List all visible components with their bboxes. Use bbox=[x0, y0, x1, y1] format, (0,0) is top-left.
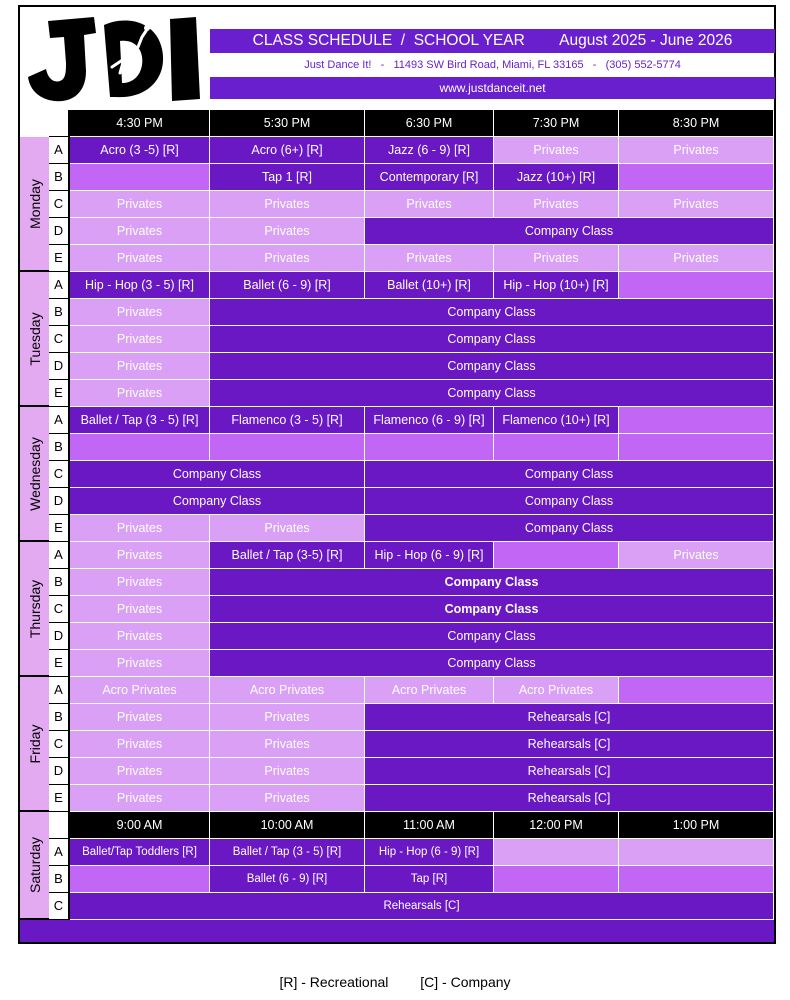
class-cell: Privates bbox=[70, 299, 210, 326]
day-name: Friday bbox=[26, 724, 43, 763]
class-cell: Privates bbox=[70, 623, 210, 650]
empty-cell bbox=[619, 866, 774, 893]
row-letter: A bbox=[49, 407, 70, 434]
class-cell: Ballet (6 - 9) [R] bbox=[210, 866, 365, 893]
studio-info: Just Dance It! - 11493 SW Bird Road, Miami, FL 33165 - (305) 552-5774 bbox=[304, 59, 681, 71]
class-cell: Company Class bbox=[365, 218, 774, 245]
class-cell: Contemporary [R] bbox=[365, 164, 494, 191]
day-name: Wednesday bbox=[26, 436, 43, 511]
row-letter: C bbox=[49, 893, 70, 920]
row-letter: B bbox=[49, 704, 70, 731]
class-cell: Privates bbox=[210, 731, 365, 758]
empty-cell bbox=[494, 866, 619, 893]
class-cell: Tap 1 [R] bbox=[210, 164, 365, 191]
class-cell: Privates bbox=[494, 137, 619, 164]
schedule-row bbox=[49, 839, 774, 866]
class-cell: Privates bbox=[70, 650, 210, 677]
class-cell: Flamenco (6 - 9) [R] bbox=[365, 407, 494, 434]
row-letter: C bbox=[49, 326, 70, 353]
schedule-row bbox=[49, 704, 774, 731]
class-cell: Hip - Hop (3 - 5) [R] bbox=[70, 272, 210, 299]
class-cell: Company Class bbox=[365, 488, 774, 515]
class-cell: Privates bbox=[70, 191, 210, 218]
empty-cell bbox=[619, 164, 774, 191]
class-cell: Flamenco (3 - 5) [R] bbox=[210, 407, 365, 434]
class-cell: Company Class bbox=[210, 353, 774, 380]
time-header: 10:00 AM bbox=[210, 812, 365, 839]
schedule-row bbox=[49, 326, 774, 353]
schedule-row bbox=[49, 245, 774, 272]
class-cell: Acro Privates bbox=[70, 677, 210, 704]
schedule-row bbox=[49, 758, 774, 785]
time-header: 8:30 PM bbox=[619, 110, 774, 137]
class-cell: Privates bbox=[365, 245, 494, 272]
class-cell: Privates bbox=[619, 245, 774, 272]
class-cell: Privates bbox=[70, 326, 210, 353]
saturday-time-header bbox=[49, 812, 774, 839]
schedule-row bbox=[49, 731, 774, 758]
schedule-title: CLASS SCHEDULE / SCHOOL YEAR bbox=[252, 32, 525, 49]
schedule-row bbox=[49, 434, 774, 461]
class-cell: Privates bbox=[70, 596, 210, 623]
empty-cell bbox=[494, 839, 619, 866]
class-cell: Privates bbox=[494, 245, 619, 272]
schedule-row bbox=[49, 272, 774, 299]
weekday-time-header bbox=[49, 110, 774, 137]
schedule-row bbox=[49, 515, 774, 542]
schedule-sheet bbox=[18, 5, 776, 944]
class-cell: Privates bbox=[619, 137, 774, 164]
day-label-monday bbox=[20, 137, 49, 272]
class-cell: Acro (6+) [R] bbox=[210, 137, 365, 164]
class-cell: Privates bbox=[365, 191, 494, 218]
time-header: 12:00 PM bbox=[494, 812, 619, 839]
class-cell: Hip - Hop (6 - 9) [R] bbox=[365, 839, 494, 866]
row-letter: B bbox=[49, 569, 70, 596]
class-cell: Privates bbox=[70, 758, 210, 785]
class-cell: Rehearsals [C] bbox=[70, 893, 774, 920]
class-cell: Ballet/Tap Toddlers [R] bbox=[70, 839, 210, 866]
empty-cell bbox=[619, 407, 774, 434]
jdi-logo bbox=[20, 7, 209, 108]
empty-cell bbox=[70, 164, 210, 191]
schedule-row bbox=[49, 353, 774, 380]
class-cell: Company Class bbox=[210, 650, 774, 677]
class-cell: Company Class bbox=[210, 380, 774, 407]
schedule-row bbox=[49, 569, 774, 596]
time-header: 5:30 PM bbox=[210, 110, 365, 137]
footer-bar bbox=[20, 920, 774, 942]
class-cell: Privates bbox=[70, 380, 210, 407]
schedule-row bbox=[49, 623, 774, 650]
class-cell: Ballet / Tap (3-5) [R] bbox=[210, 542, 365, 569]
class-cell: Acro Privates bbox=[210, 677, 365, 704]
row-letter: C bbox=[49, 731, 70, 758]
class-cell: Privates bbox=[70, 353, 210, 380]
empty-cell bbox=[619, 839, 774, 866]
class-cell: Privates bbox=[70, 218, 210, 245]
class-cell: Company Class bbox=[210, 596, 774, 623]
class-cell: Privates bbox=[70, 704, 210, 731]
empty-cell bbox=[619, 677, 774, 704]
row-letter: E bbox=[49, 515, 70, 542]
row-letter: D bbox=[49, 488, 70, 515]
empty-cell bbox=[365, 434, 494, 461]
row-letter: B bbox=[49, 299, 70, 326]
day-label-wednesday bbox=[20, 407, 49, 542]
class-cell: Acro Privates bbox=[365, 677, 494, 704]
class-cell: Jazz (6 - 9) [R] bbox=[365, 137, 494, 164]
empty-cell bbox=[70, 434, 210, 461]
legend-company: [C] - Company bbox=[420, 974, 511, 990]
day-label-saturday bbox=[20, 812, 49, 920]
class-cell: Privates bbox=[210, 191, 365, 218]
website-bar[interactable] bbox=[210, 77, 775, 99]
row-letter: D bbox=[49, 218, 70, 245]
row-letter: A bbox=[49, 542, 70, 569]
schedule-row bbox=[49, 488, 774, 515]
class-cell: Jazz (10+) [R] bbox=[494, 164, 619, 191]
class-cell: Privates bbox=[210, 785, 365, 812]
header-spacer bbox=[49, 110, 70, 137]
schedule-row bbox=[49, 137, 774, 164]
class-cell: Ballet / Tap (3 - 5) [R] bbox=[70, 407, 210, 434]
time-header: 4:30 PM bbox=[70, 110, 210, 137]
class-cell: Privates bbox=[70, 245, 210, 272]
time-header: 11:00 AM bbox=[365, 812, 494, 839]
class-cell: Acro (3 -5) [R] bbox=[70, 137, 210, 164]
day-label-friday bbox=[20, 677, 49, 812]
schedule-row bbox=[49, 299, 774, 326]
schedule-row bbox=[49, 866, 774, 893]
class-cell: Company Class bbox=[210, 299, 774, 326]
class-cell: Rehearsals [C] bbox=[365, 704, 774, 731]
schedule-row bbox=[49, 191, 774, 218]
row-letter: C bbox=[49, 596, 70, 623]
day-label-tuesday bbox=[20, 272, 49, 407]
class-cell: Privates bbox=[70, 731, 210, 758]
class-cell: Privates bbox=[70, 569, 210, 596]
class-cell: Hip - Hop (10+) [R] bbox=[494, 272, 619, 299]
schedule-row bbox=[49, 893, 774, 920]
class-cell: Privates bbox=[210, 515, 365, 542]
class-cell: Privates bbox=[70, 542, 210, 569]
schedule-row bbox=[49, 542, 774, 569]
title-bar bbox=[210, 29, 775, 53]
class-cell: Ballet (6 - 9) [R] bbox=[210, 272, 365, 299]
class-cell: Acro Privates bbox=[494, 677, 619, 704]
time-header: 6:30 PM bbox=[365, 110, 494, 137]
row-letter: B bbox=[49, 866, 70, 893]
class-cell: Privates bbox=[619, 191, 774, 218]
row-letter: A bbox=[49, 137, 70, 164]
row-letter: A bbox=[49, 677, 70, 704]
empty-cell bbox=[619, 272, 774, 299]
class-cell: Company Class bbox=[210, 569, 774, 596]
row-letter: D bbox=[49, 623, 70, 650]
class-cell: Flamenco (10+) [R] bbox=[494, 407, 619, 434]
legend-recreational: [R] - Recreational bbox=[279, 974, 389, 990]
class-cell: Tap [R] bbox=[365, 866, 494, 893]
class-cell: Company Class bbox=[70, 488, 365, 515]
day-name: Saturday bbox=[26, 836, 43, 894]
day-label-thursday bbox=[20, 542, 49, 677]
empty-cell bbox=[70, 866, 210, 893]
class-cell: Rehearsals [C] bbox=[365, 731, 774, 758]
schedule-row bbox=[49, 380, 774, 407]
schedule-dates: August 2025 - June 2026 bbox=[559, 32, 733, 49]
class-cell: Company Class bbox=[70, 461, 365, 488]
schedule-row bbox=[49, 785, 774, 812]
schedule-row bbox=[49, 650, 774, 677]
row-letter: E bbox=[49, 785, 70, 812]
class-cell: Ballet / Tap (3 - 5) [R] bbox=[210, 839, 365, 866]
class-cell: Company Class bbox=[210, 623, 774, 650]
class-cell: Rehearsals [C] bbox=[365, 785, 774, 812]
legend bbox=[0, 974, 790, 990]
class-cell: Company Class bbox=[365, 515, 774, 542]
header-spacer bbox=[49, 812, 70, 839]
class-cell: Rehearsals [C] bbox=[365, 758, 774, 785]
row-letter: A bbox=[49, 839, 70, 866]
class-cell: Privates bbox=[70, 785, 210, 812]
class-cell: Company Class bbox=[365, 461, 774, 488]
class-cell: Hip - Hop (6 - 9) [R] bbox=[365, 542, 494, 569]
time-header: 1:00 PM bbox=[619, 812, 774, 839]
row-letter: C bbox=[49, 461, 70, 488]
empty-cell bbox=[494, 542, 619, 569]
schedule-grid bbox=[20, 110, 774, 916]
row-letter: D bbox=[49, 353, 70, 380]
row-letter: D bbox=[49, 758, 70, 785]
row-letter: E bbox=[49, 245, 70, 272]
schedule-row bbox=[49, 461, 774, 488]
row-letter: C bbox=[49, 191, 70, 218]
row-letter: A bbox=[49, 272, 70, 299]
class-cell: Privates bbox=[210, 245, 365, 272]
row-letter: E bbox=[49, 380, 70, 407]
row-letter: B bbox=[49, 434, 70, 461]
class-cell: Privates bbox=[210, 758, 365, 785]
schedule-row bbox=[49, 596, 774, 623]
class-cell: Privates bbox=[70, 515, 210, 542]
website-link[interactable]: www.justdanceit.net bbox=[439, 81, 546, 95]
schedule-row bbox=[49, 164, 774, 191]
row-letter: E bbox=[49, 650, 70, 677]
empty-cell bbox=[494, 434, 619, 461]
schedule-row bbox=[49, 677, 774, 704]
class-cell: Privates bbox=[619, 542, 774, 569]
empty-cell bbox=[210, 434, 365, 461]
empty-cell bbox=[619, 434, 774, 461]
time-header: 7:30 PM bbox=[494, 110, 619, 137]
day-name: Tuesday bbox=[26, 311, 43, 366]
class-cell: Privates bbox=[210, 704, 365, 731]
day-name: Thursday bbox=[26, 579, 43, 638]
schedule-row bbox=[49, 218, 774, 245]
class-cell: Ballet (10+) [R] bbox=[365, 272, 494, 299]
day-name: Monday bbox=[26, 178, 43, 229]
class-cell: Privates bbox=[494, 191, 619, 218]
schedule-row bbox=[49, 407, 774, 434]
class-cell: Company Class bbox=[210, 326, 774, 353]
time-header: 9:00 AM bbox=[70, 812, 210, 839]
class-cell: Privates bbox=[210, 218, 365, 245]
row-letter: B bbox=[49, 164, 70, 191]
